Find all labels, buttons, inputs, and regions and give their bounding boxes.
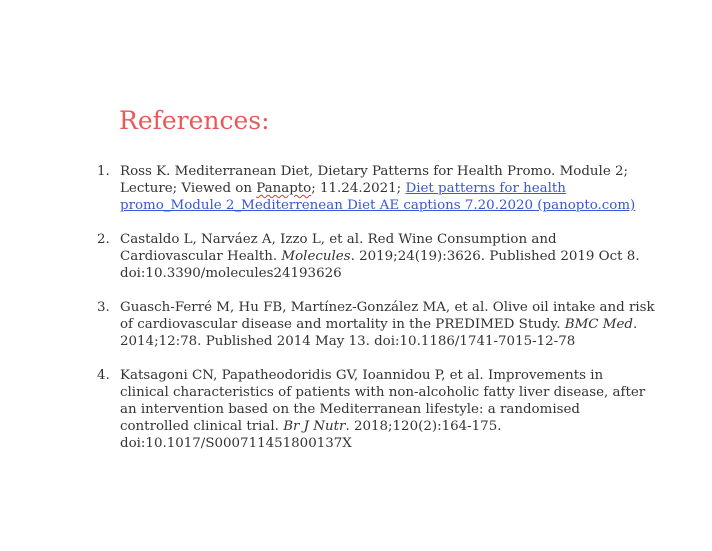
reference-text: . 2018;120(2):164-175. <box>345 419 502 434</box>
reference-line: 2014;12:78. Published 2014 May 13. doi:10.1186/1741-7015-12-78 <box>120 334 576 349</box>
reference-line: an intervention based on the Mediterranean lifestyle: a randomised <box>120 402 580 417</box>
reference-line: doi:10.1017/S000711451800137X <box>120 436 352 451</box>
reference-line <box>120 418 657 435</box>
reference-text: controlled clinical trial. <box>120 419 284 434</box>
reference-number: 4. <box>97 368 110 383</box>
reference-number: 2. <box>97 232 110 247</box>
reference-text: ; 11.24.2021; <box>311 181 406 196</box>
journal-name: Br J Nutr <box>283 419 346 434</box>
reference-text: of cardiovascular disease and mortality in the PREDIMED Study. <box>120 317 565 332</box>
reference-line: doi:10.3390/molecules24193626 <box>120 266 342 281</box>
spellcheck-flagged-word[interactable]: Panapto <box>256 181 312 196</box>
reference-line <box>120 180 657 197</box>
journal-name: Molecules <box>281 249 351 264</box>
reference-item-3 <box>97 299 657 350</box>
reference-line <box>120 316 657 333</box>
references-list <box>97 163 657 469</box>
reference-line: Katsagoni CN, Papatheodoridis GV, Ioannidou P, et al. Improvements in <box>120 368 604 383</box>
panopto-link[interactable]: Diet patterns for health <box>405 181 566 196</box>
reference-text: . 2019;24(19):3626. Published 2019 Oct 8. <box>350 249 640 264</box>
reference-number: 3. <box>97 300 110 315</box>
reference-text: Cardiovascular Health. <box>120 249 282 264</box>
reference-item-4 <box>97 367 657 452</box>
reference-line <box>120 197 657 214</box>
references-title: References: <box>119 106 270 135</box>
reference-line <box>120 248 657 265</box>
panopto-link-continued[interactable]: promo_Module 2_Mediterrenean Diet AE captions 7.20.2020 (panopto.com) <box>120 198 636 213</box>
reference-number: 1. <box>97 164 110 179</box>
reference-item-1 <box>97 163 657 214</box>
reference-line: clinical characteristics of patients with non-alcoholic fatty liver disease, after <box>120 385 646 400</box>
reference-text: Lecture; Viewed on <box>120 181 257 196</box>
reference-text: . <box>633 317 638 332</box>
reference-line: Castaldo L, Narváez A, Izzo L, et al. Red Wine Consumption and <box>120 232 557 247</box>
reference-line: Guasch-Ferré M, Hu FB, Martínez-González MA, et al. Olive oil intake and risk <box>120 300 655 315</box>
reference-item-2 <box>97 231 657 282</box>
journal-name: BMC Med <box>564 317 633 332</box>
reference-line: Ross K. Mediterranean Diet, Dietary Patterns for Health Promo. Module 2; <box>120 164 629 179</box>
